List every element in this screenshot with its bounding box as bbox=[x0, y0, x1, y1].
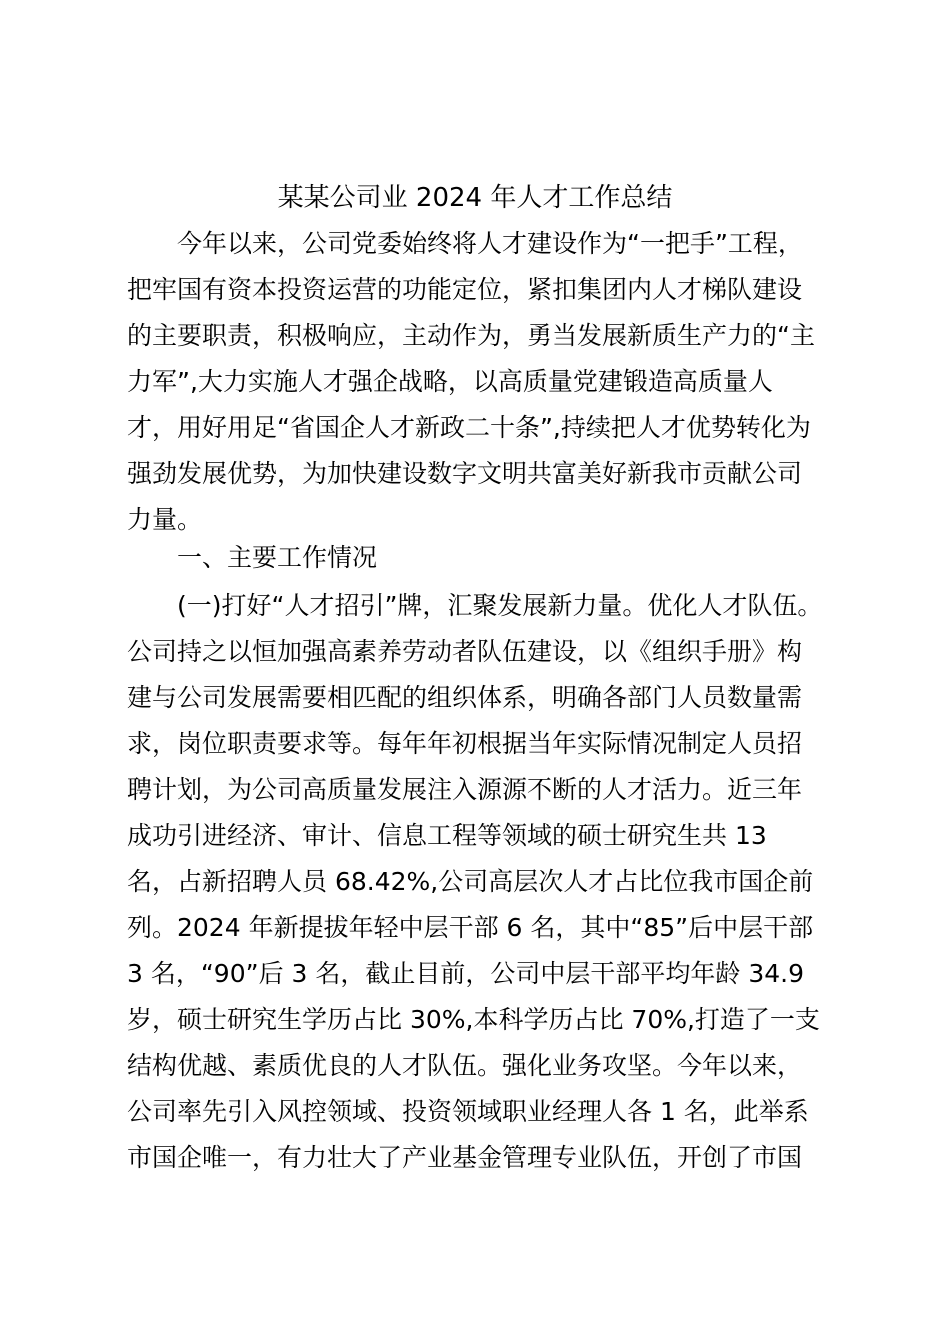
paragraph-line: 聘计划，为公司高质量发展注入源源不断的人才活力。近三年 bbox=[127, 775, 803, 804]
paragraph-line: 公司持之以恒加强高素养劳动者队伍建设，以《组织手册》构 bbox=[127, 637, 803, 666]
paragraph-line: 公司率先引入风控领域、投资领域职业经理人各 1 名，此举系 bbox=[127, 1097, 809, 1126]
paragraph-line: 结构优越、素质优良的人才队伍。强化业务攻坚。今年以来， bbox=[127, 1051, 803, 1080]
paragraph-line: 强劲发展优势，为加快建设数字文明共富美好新我市贡献公司 bbox=[127, 459, 803, 488]
paragraph-line: 力军”,大力实施人才强企战略，以高质量党建锻造高质量人 bbox=[127, 367, 773, 396]
paragraph-line: 3 名，“90”后 3 名，截止目前，公司中层干部平均年龄 34.9 bbox=[127, 959, 804, 988]
paragraph-line: 名，占新招聘人员 68.42%,公司高层次人才占比位我市国企前 bbox=[127, 867, 814, 896]
document-title: 某某公司业 2024 年人才工作总结 bbox=[277, 183, 673, 213]
paragraph-line: 才，用好用足“省国企人才新政二十条”,持续把人才优势转化为 bbox=[127, 413, 811, 442]
paragraph-line: 把牢国有资本投资运营的功能定位，紧扣集团内人才梯队建设 bbox=[127, 275, 803, 304]
paragraph-line: 岁，硕士研究生学历占比 30%,本科学历占比 70%,打造了一支 bbox=[127, 1005, 820, 1034]
paragraph-line: 市国企唯一，有力壮大了产业基金管理专业队伍，开创了市国 bbox=[127, 1143, 803, 1172]
paragraph-line: 求，岗位职责要求等。每年年初根据当年实际情况制定人员招 bbox=[127, 729, 803, 758]
paragraph-line: 力量。 bbox=[127, 505, 203, 534]
section-heading: 一、主要工作情况 bbox=[177, 543, 378, 572]
paragraph-line: 的主要职责，积极响应，主动作为，勇当发展新质生产力的“主 bbox=[127, 321, 815, 350]
paragraph-line: 成功引进经济、审计、信息工程等领域的硕士研究生共 13 bbox=[127, 821, 767, 850]
paragraph-line: (一)打好“人才招引”牌，汇聚发展新力量。优化人才队伍。 bbox=[177, 591, 823, 620]
paragraph-line: 建与公司发展需要相匹配的组织体系，明确各部门人员数量需 bbox=[127, 683, 803, 712]
paragraph-line: 列。2024 年新提拔年轻中层干部 6 名，其中“85”后中层干部 bbox=[127, 913, 814, 942]
paragraph-line: 今年以来，公司党委始终将人才建设作为“一把手”工程， bbox=[177, 229, 803, 258]
